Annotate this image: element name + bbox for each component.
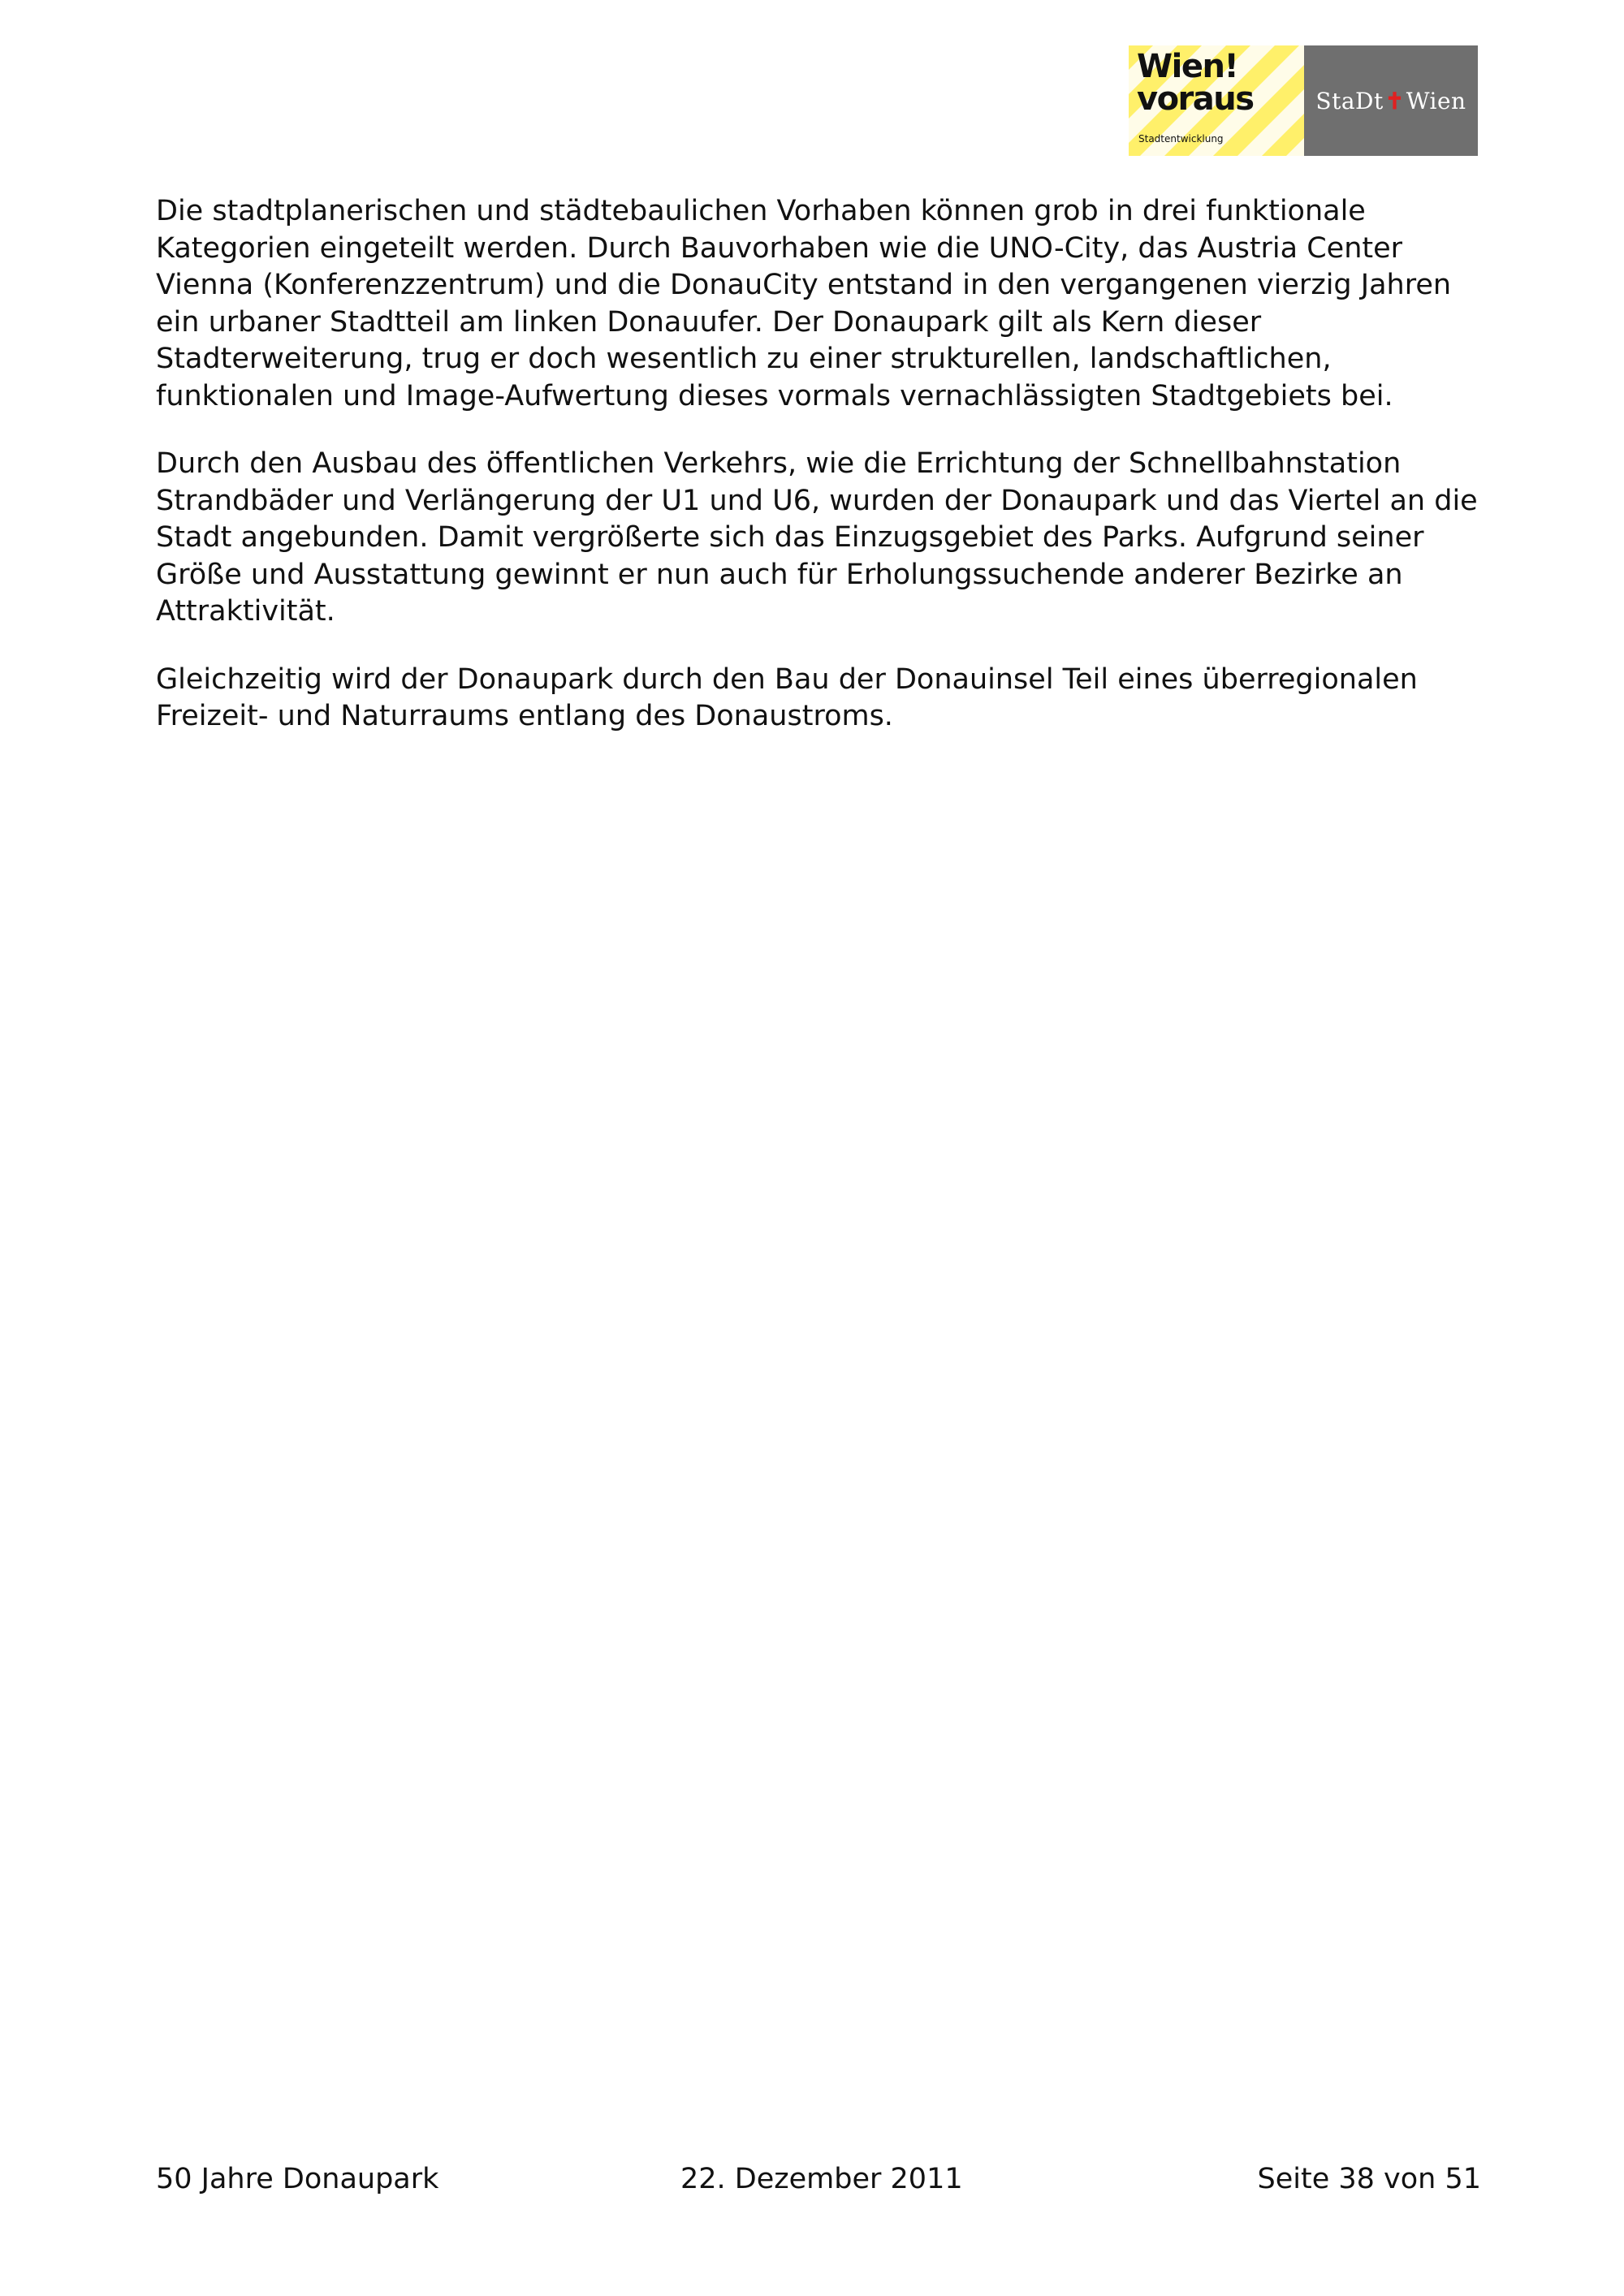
header-logos bbox=[1129, 45, 1478, 156]
body-text bbox=[156, 193, 1488, 766]
logo-wien-title bbox=[1137, 48, 1254, 118]
cross-icon: ✝ bbox=[1384, 87, 1405, 114]
footer-page-number: Seite 38 von 51 bbox=[1257, 2163, 1481, 2195]
wien-voraus-logo bbox=[1129, 45, 1304, 156]
footer-document-title: 50 Jahre Donaupark bbox=[156, 2163, 439, 2195]
paragraph: Durch den Ausbau des öffentlichen Verkehrs, wie die Errichtung der Schnellbahnstation Strandbäder und Verlängerung der U1 und U6, wurden der Donaupark und das Viertel an die Stadt angebunden. Damit vergrößerte sich das Einzugsgebiet des Parks. Aufgrund seiner Größe und Ausstattung gewinnt er nun auch für Erholungssuchende anderer Bezirke an Attraktivität. bbox=[156, 447, 1478, 628]
paragraph: Die stadtplanerischen und städtebaulichen Vorhaben können grob in drei funktionale Kategorien eingeteilt werden. Durch Bauvorhaben wie die UNO-City, das Austria Center Vienna (Konferenzzentrum) und die DonauCity entstand in den vergangenen vierzig Jahren ein urbaner Stadtteil am linken Donauufer. Der Donaupark gilt als Kern dieser Stadterweiterung, trug er doch wesentlich zu einer strukturellen, landschaftlichen, funktionalen und Image-Aufwertung dieses vormals vernachlässigten Stadtgebiets bei. bbox=[156, 195, 1452, 412]
logo-stadt-text-left: StaDt bbox=[1315, 87, 1384, 114]
logo-wien-title-line2: voraus bbox=[1137, 80, 1254, 118]
logo-wien-subtitle: Stadtentwicklung bbox=[1138, 133, 1224, 145]
stadt-wien-logo bbox=[1304, 45, 1478, 156]
footer-date: 22. Dezember 2011 bbox=[680, 2163, 963, 2195]
logo-wien-title-line1: Wien! bbox=[1137, 48, 1238, 85]
paragraph: Gleichzeitig wird der Donaupark durch den Bau der Donauinsel Teil eines überregionalen Freizeit- und Naturraums entlang des Donaustroms. bbox=[156, 662, 1418, 732]
logo-stadt-text-right: Wien bbox=[1406, 87, 1466, 114]
